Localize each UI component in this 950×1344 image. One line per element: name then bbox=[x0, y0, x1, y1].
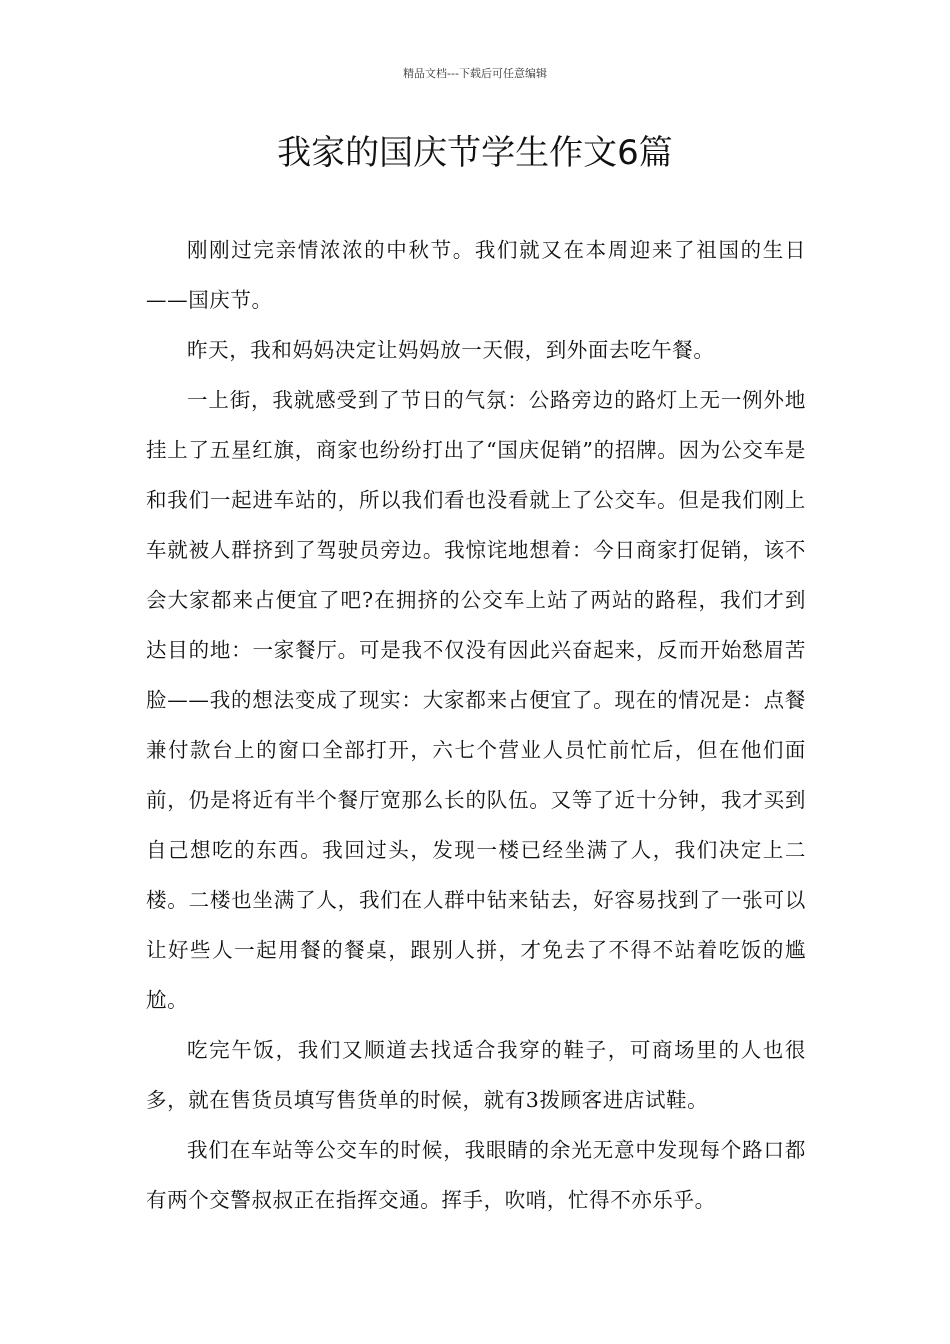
document-title: 我家的国庆节学生作文6篇 bbox=[277, 133, 673, 173]
paragraph: 刚刚过完亲情浓浓的中秋节。我们就又在本周迎来了祖国的生日——国庆节。 bbox=[146, 238, 806, 312]
paragraph: 一上街，我就感受到了节日的气氛：公路旁边的路灯上无一例外地挂上了五星红旗，商家也纷纷打出了“国庆促销”的招牌。因为公交车是和我们一起进车站的，所以我们看也没看就上了公交车。但是我们刚上车就被人群挤到了驾驶员旁边。我惊诧地想着：今日商家打促销，该不会大家都来占便宜了吧?在拥挤的公交车上站了两站的路程，我们才到达目的地：一家餐厅。可是我不仅没有因此兴奋起来，反而开始愁眉苦脸——我的想法变成了现实：大家都来占便宜了。现在的情况是：点餐兼付款台上的窗口全部打开，六七个营业人员忙前忙后，但在他们面前，仍是将近有半个餐厅宽那么长的队伍。又等了近十分钟，我才买到自己想吃的东西。我回过头，发现一楼已经坐满了人，我们决定上二楼。二楼也坐满了人，我们在人群中钻来钻去，好容易找到了一张可以让好些人一起用餐的餐桌，跟别人拼，才免去了不得不站着吃饭的尴尬。 bbox=[146, 388, 806, 1012]
document-body bbox=[146, 225, 806, 1225]
header-note: 精品文档---下载后可任意编辑 bbox=[403, 67, 547, 80]
paragraph: 吃完午饭，我们又顺道去找适合我穿的鞋子，可商场里的人也很多，就在售货员填写售货单的时候，就有3拨顾客进店试鞋。 bbox=[146, 1038, 806, 1112]
paragraph: 昨天，我和妈妈决定让妈妈放一天假，到外面去吃午餐。 bbox=[187, 338, 715, 362]
paragraph: 我们在车站等公交车的时候，我眼睛的余光无意中发现每个路口都有两个交警叔叔正在指挥交通。挥手，吹哨，忙得不亦乐乎。 bbox=[146, 1138, 806, 1212]
